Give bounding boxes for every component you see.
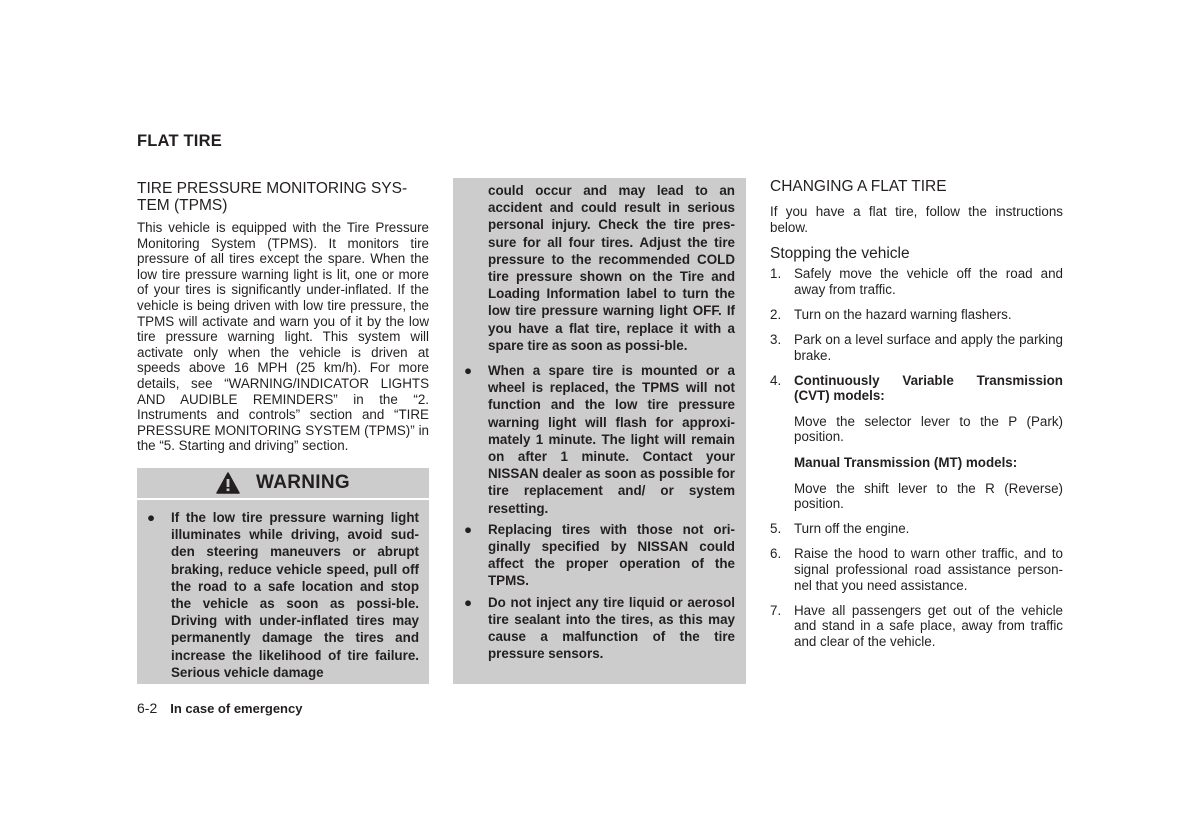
page-number: 6-2 [137,700,158,716]
warning-item-continued: could occur and may lead to an accident and could result in serious personal injury. Check the tire pres-sure for all four tires. Adjust the tire pressure to the recommended COLD tire pressure shown on the Tire and Loading Information label to turn the low tire pressure warning light OFF. If you have a flat tire, replace it with a spare tire as soon as possi-ble. [488,183,735,353]
steps-list [770,266,1063,649]
step-item [770,332,1063,363]
warning-header [137,468,429,500]
bullet: ● [464,594,473,610]
stopping-subtitle: Stopping the vehicle [770,245,910,263]
step-number: 6. [770,546,782,562]
step-text: Park on a level surface and apply the parking brake. [794,331,1063,363]
tpms-body: This vehicle is equipped with the Tire Pressure Monitoring System (TPMS). It monitors tire pressure of all tires except the spare. When the low tire pressure warning light is lit, one or more of your tires is significantly under-inflated. If the vehicle is being driven with low tire pressure, the TPMS will activate and warn you of it by the low tire pressure warning light. This system will activate only when the vehicle is driven at speeds above 16 MPH (25 km/h). For more details, see “WARNING/INDICATOR LIGHTS AND AUDIBLE REMINDERS” in the “2. Instruments and controls” section and “TIRE PRESSURE MONITORING SYSTEM (TPMS)” in the “5. Starting and driving” section. [137,220,429,454]
step-text: Raise the hood to warn other traffic, and to signal professional road assistance person-nel that you need assistance. [794,546,1063,593]
cvt-text: Move the selector lever to the P (Park) position. [794,413,1063,445]
step-item [770,546,1063,593]
warning-item-text: When a spare tire is mounted or a wheel is replaced, the TPMS will not function and the low tire pressure warning light will flash for approxi-mately 1 minute. The light will remain on after 1 minute. Contact your NISSAN dealer as soon as possible for tire replacement and/ or system resetting. [488,363,735,516]
warning-item-text: If the low tire pressure warning light illuminates while driving, avoid sud-den steering maneuvers or abrupt braking, reduce vehicle speed, pull off the road to a safe location and stop the vehicle as soon as possi-ble. Driving with under-inflated tires may permanently damage the tires and increase the likelihood of tire failure. Serious vehicle damage [171,510,419,680]
warning-title: WARNING [256,472,350,493]
bullet: ● [464,521,473,537]
changing-section [770,180,1063,659]
step-text: Turn off the engine. [794,521,910,537]
step-number: 1. [770,266,782,282]
step-item [770,266,1063,297]
mt-title: Manual Transmission (MT) models: [794,455,1018,471]
changing-intro: If you have a flat tire, follow the instructions below. [770,204,1063,235]
warning-list [137,500,429,681]
warning-item [464,362,735,517]
step-number: 5. [770,521,782,537]
page-footer [137,700,302,716]
step-text: Have all passengers get out of the vehicle and stand in a safe place, away from traffic and clear of the vehicle. [794,602,1063,649]
warning-list-continued [453,354,746,662]
step-item [770,307,1063,323]
cvt-title: Continuously Variable Transmission (CVT) models: [794,372,1063,404]
step-number: 3. [770,331,782,347]
warning-box [137,468,429,684]
step-number: 4. [770,372,782,388]
warning-box-continued [453,178,746,684]
step-item [770,373,1063,512]
step-item [770,521,1063,537]
page-heading: FLAT TIRE [137,132,222,150]
tpms-section [137,180,429,454]
warning-item-text: Do not inject any tire liquid or aerosol tire sealant into the tires, as this may cause a malfunction of the tire pressure sensors. [488,594,735,662]
step-text: Safely move the vehicle off the road and away from traffic. [794,266,1063,297]
tpms-title-line2: TEM (TPMS) [137,197,228,214]
tpms-title [137,180,429,214]
tpms-title-line1: TIRE PRESSURE MONITORING SYS- [137,180,408,197]
step-number: 7. [770,602,782,618]
step-number: 2. [770,306,782,322]
step-item [770,603,1063,650]
warning-triangle-icon [216,472,240,494]
warning-item [147,509,419,681]
mt-text: Move the shift lever to the R (Reverse) position. [794,480,1063,512]
bullet: ● [464,363,473,379]
warning-item [464,521,735,590]
warning-item-text: Replacing tires with those not ori-ginally specified by NISSAN could affect the proper operation of the TPMS. [488,521,735,589]
bullet: ● [147,510,156,525]
changing-title: CHANGING A FLAT TIRE [770,178,947,195]
warning-item [464,594,735,663]
step-text: Turn on the hazard warning flashers. [794,306,1012,322]
footer-section-title: In case of emergency [170,701,303,716]
